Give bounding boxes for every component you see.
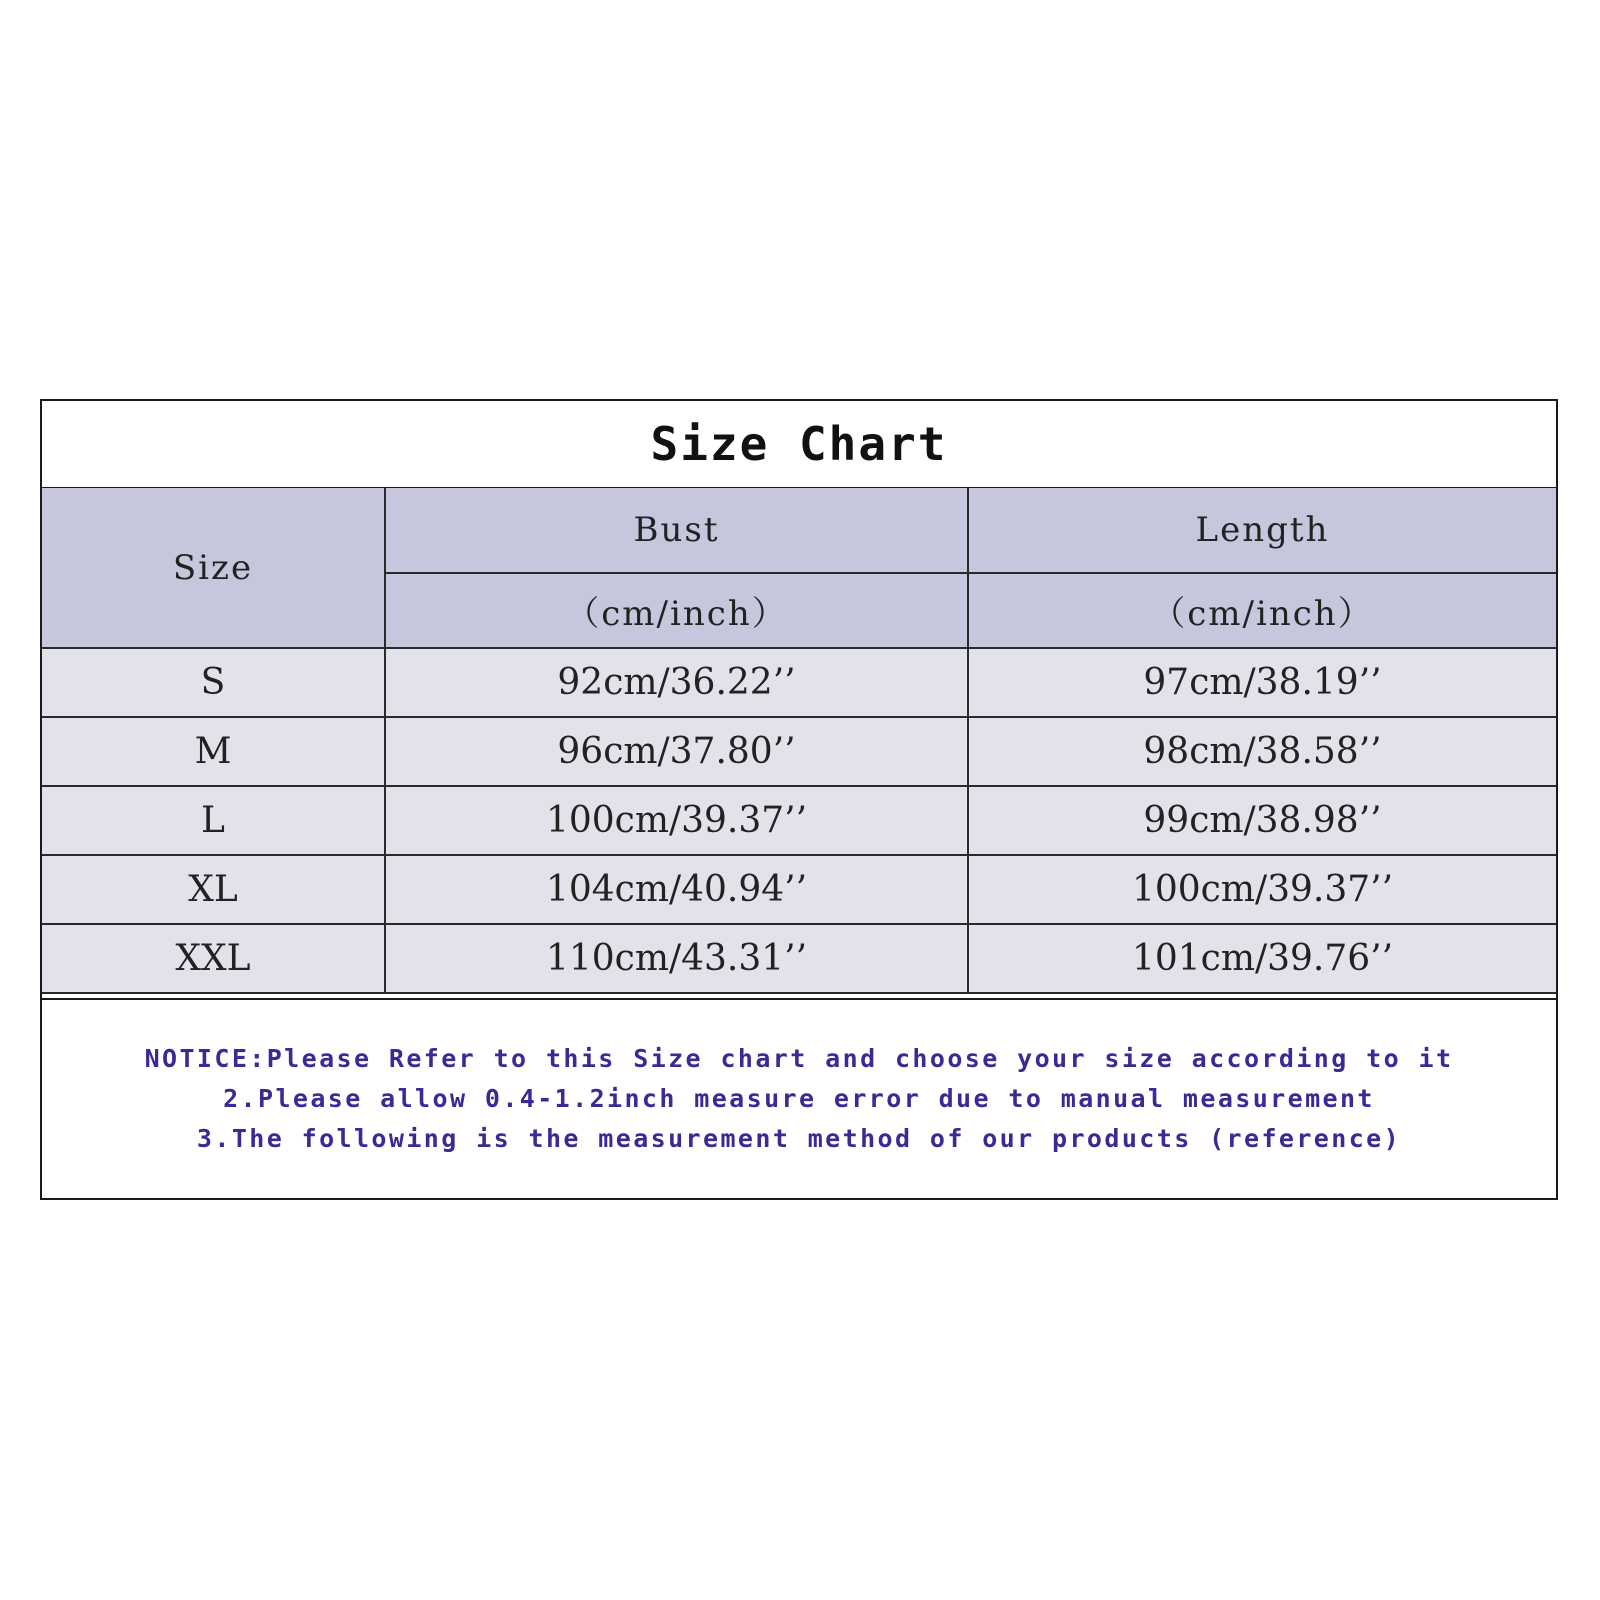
- size-cell: XXL: [42, 924, 385, 993]
- table-row: [42, 648, 1556, 717]
- table-row: [42, 717, 1556, 786]
- table-row: [42, 855, 1556, 924]
- notice-line-2: 2.Please allow 0.4-1.2inch measure error due to manual measurement: [223, 1084, 1375, 1113]
- notice-line-1: NOTICE:Please Refer to this Size chart and choose your size according to it: [144, 1044, 1454, 1073]
- length-cell: 99cm/38.98’’: [968, 786, 1556, 855]
- length-cell: 100cm/39.37’’: [968, 855, 1556, 924]
- length-cell: 101cm/39.76’’: [968, 924, 1556, 993]
- size-cell: L: [42, 786, 385, 855]
- table-row: [42, 924, 1556, 993]
- notice-box: [42, 998, 1556, 1198]
- length-cell: 98cm/38.58’’: [968, 717, 1556, 786]
- size-table: [42, 488, 1556, 994]
- notice-line-3: 3.The following is the measurement method of our products (reference): [196, 1124, 1402, 1153]
- bust-cell: 104cm/40.94’’: [385, 855, 968, 924]
- bust-cell: 110cm/43.31’’: [385, 924, 968, 993]
- size-cell: XL: [42, 855, 385, 924]
- size-chart-frame: [40, 399, 1558, 1200]
- bust-cell: 100cm/39.37’’: [385, 786, 968, 855]
- length-cell: 97cm/38.19’’: [968, 648, 1556, 717]
- header-size: Size: [42, 488, 385, 648]
- table-row: [42, 786, 1556, 855]
- header-bust: Bust: [385, 488, 968, 573]
- header-length: Length: [968, 488, 1556, 573]
- bust-cell: 92cm/36.22’’: [385, 648, 968, 717]
- bust-cell: 96cm/37.80’’: [385, 717, 968, 786]
- size-cell: M: [42, 717, 385, 786]
- header-length-unit: （cm/inch）: [968, 573, 1556, 648]
- chart-title: Size Chart: [42, 401, 1556, 489]
- size-cell: S: [42, 648, 385, 717]
- header-bust-unit: （cm/inch）: [385, 573, 968, 648]
